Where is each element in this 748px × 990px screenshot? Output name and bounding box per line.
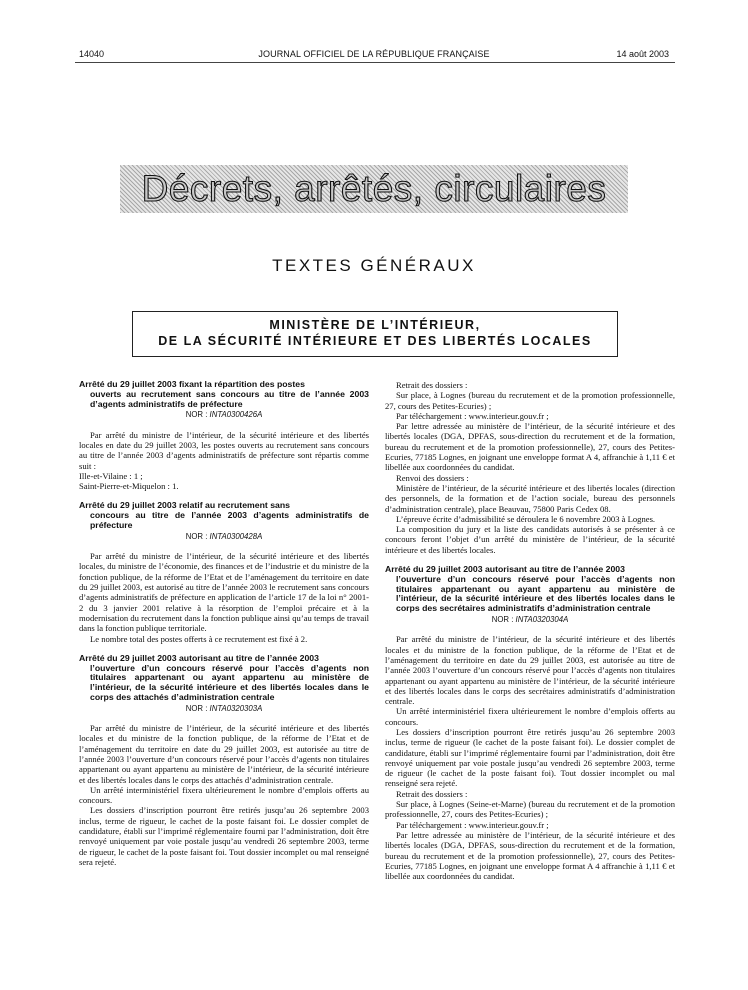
paragraph: Renvoi des dossiers : xyxy=(396,472,469,483)
left-column xyxy=(79,380,369,867)
paragraph: Retrait des dossiers : xyxy=(396,380,468,390)
paragraph: Retrait des dossiers : xyxy=(396,788,468,799)
header-rule xyxy=(75,62,675,63)
article-title-line: Arrêté du 29 juillet 2003 relatif au recrutement sans xyxy=(79,500,290,511)
nor-reference xyxy=(385,615,675,625)
paragraph: Par lettre adressée au ministère de l’intérieur, de la sécurité intérieure et des libertés locales (DGA, DPFAS, sous-direction du recrutement et de la formation, bureau du recrutement et de la promotion professionnelle), 27, cours des Petites-Ecuries, 77185 Lognes, en joignant une enveloppe format A 4 affranchie à 1,11 € et libellée aux coordonnées du candidat. xyxy=(385,829,675,882)
nor-label: NOR : xyxy=(491,615,516,625)
nor-label: NOR : xyxy=(185,410,210,420)
article-title xyxy=(79,654,369,703)
article-title-cont: concours au titre de l’année 2003 d’agents administratifs de préfecture xyxy=(90,510,369,531)
ministry-line-1: MINISTÈRE DE L’INTÉRIEUR, xyxy=(269,318,481,332)
ministry-box xyxy=(132,311,618,357)
page-number: 14040 xyxy=(79,49,105,59)
article-title-line: Arrêté du 29 juillet 2003 autorisant au titre de l’année 2003 xyxy=(79,652,319,663)
article-title xyxy=(79,380,369,409)
article-title-cont: ouverts au recrutement sans concours au titre de l’année 2003 d’agents administratifs de préfecture xyxy=(90,388,369,409)
paragraph: Sur place, à Lognes (Seine-et-Marne) (bureau du recrutement et de la promotion professionnelle, 27, cours des Petites-Ecuries) ; xyxy=(385,799,675,820)
paragraph: La composition du jury et la liste des candidats autorisés à se présenter à ce concours feront l’objet d’un arrêté du ministère de l’intérieur, de la sécurité intérieure et des libertés locales. xyxy=(385,524,675,555)
section-banner xyxy=(120,165,628,213)
paragraph: Un arrêté interministériel fixera ultérieurement le nombre d’emplois offerts au concours. xyxy=(79,784,369,806)
article-title-line: Arrêté du 29 juillet 2003 fixant la répartition des postes xyxy=(79,379,305,389)
issue-date: 14 août 2003 xyxy=(616,49,669,59)
paragraph: Un arrêté interministériel fixera ultérieurement le nombre d’emplois offerts au concours. xyxy=(385,706,675,727)
nor-code: INTA0320303A xyxy=(209,703,263,713)
section-title: TEXTES GÉNÉRAUX xyxy=(272,256,476,275)
paragraph: Les dossiers d’inscription pourront être retirés jusqu’au 26 septembre 2003 inclus, terme de rigueur (le cachet de la poste faisant foi). Le dossier complet de candidature, établi sur l’imprimé réglementaire fourni par l’administration, doit être renvoyé uniquement par voie postale jusqu’au vendredi 26 septembre 2003, terme de rigueur (le cachet de la poste faisant foi). Tout dossier incomplet ou mal renseigné sera rejeté. xyxy=(385,727,675,789)
nor-reference xyxy=(79,532,369,542)
banner-title: Décrets, arrêtés, circulaires xyxy=(141,168,607,209)
article-title-cont: l’ouverture d’un concours réservé pour l’accès d’agents non titulaires appartenant ou ayant appartenu au ministère de l’intérieur, de la sécurité intérieure et des libertés locales dans le corps des attachés d’administration centrale xyxy=(90,662,369,703)
list-item: Saint-Pierre-et-Miquelon : 1. xyxy=(79,481,179,492)
paragraph: Par lettre adressée au ministère de l’intérieur, de la sécurité intérieure et des libertés locales (DGA, DPFAS, sous-direction du recrutement et de la formation, bureau du recrutement et de la promotion professionnelle), 27, cours des Petites-Ecuries, 77185 Lognes, en joignant une enveloppe format A 4, affranchie à 1,11 € et libellée aux coordonnées du candidat. xyxy=(385,421,675,473)
right-column xyxy=(385,380,675,881)
nor-code: INTA0300426A xyxy=(209,410,263,420)
paragraph: Les dossiers d’inscription pourront être retirés jusqu’au 26 septembre 2003 inclus, terme de rigueur, le cachet de la poste faisant foi. Le dossier complet de candidature, établi sur l’imprimé réglementaire fourni par l’administration, doit être renvoyé uniquement par voie postale jusqu’au vendredi 26 septembre 2003, terme de rigueur, le cachet de la poste faisant foi. Tout dossier incomplet ou mal renseigné sera rejeté. xyxy=(79,805,369,867)
list-item: Ille-et-Vilaine : 1 ; xyxy=(79,470,143,481)
nor-code: INTA0320304A xyxy=(515,615,569,625)
paragraph: L’épreuve écrite d’admissibilité se déroulera le 6 novembre 2003 à Lognes. xyxy=(396,513,656,524)
article-title-line: Arrêté du 29 juillet 2003 autorisant au titre de l’année 2003 xyxy=(385,564,625,575)
paragraph: Par téléchargement : www.interieur.gouv.fr ; xyxy=(396,819,549,830)
paragraph: Par arrêté du ministre de l’intérieur, de la sécurité intérieure et des libertés locales et du ministre de la fonction publique, de la réforme de l’Etat et de l’aménagement du territoire en date du 29 juillet 2003, est autorisée au titre de l’année 2003 l’ouverture d’un concours réservé pour l’accès d’agents non titulaires appartenant ou ayant appartenu au ministère de l’intérieur, de la sécurité intérieure et des libertés locales dans le corps des secrétaires administratifs d’administration centrale. xyxy=(385,634,675,707)
paragraph: Par arrêté du ministre de l’intérieur, de la sécurité intérieure et des libertés locales et du ministre de la fonction publique, de la réforme de l’Etat et de l’aménagement du territoire en date du 29 juillet 2003, est autorisée au titre de l’année 2003 l’ouverture d’un concours réservé pour l’accès d’agents non titulaires appartenant ou ayant appartenu au ministère de l’intérieur, de la sécurité intérieure et des libertés locales dans le corps des attachés d’administration centrale. xyxy=(79,723,369,785)
nor-reference xyxy=(79,410,369,420)
paragraph: Par arrêté du ministre de l’intérieur, de la sécurité intérieure et des libertés locales en date du 29 juillet 2003, les postes ouverts au recrutement sans concours au titre de l’année 2003 d’agents administratifs de préfecture sont répartis comme suit : xyxy=(79,429,369,471)
article-title xyxy=(385,565,675,614)
paragraph: Par arrêté du ministre de l’intérieur, de la sécurité intérieure et des libertés locales, du ministre de l’économie, des finances et de l’industrie et du ministre de la fonction publique, de la réforme de l’Etat et de l’aménagement du territoire en date du 29 juillet 2003, est autorisé au titre de l’année 2003 le recrutement sans concours d’agents administratifs de préfecture en application de l’article 17 de la loi n° 2001-2 du 3 janvier 2001 relative à la résorption de l’emploi précaire et à la modernisation du recrutement dans la fonction publique ainsi qu’au temps de travail dans la fonction publique territoriale. xyxy=(79,551,369,634)
nor-label: NOR : xyxy=(185,703,210,713)
journal-title: JOURNAL OFFICIEL DE LA RÉPUBLIQUE FRANÇAISE xyxy=(258,49,490,59)
paragraph: Le nombre total des postes offerts à ce recrutement est fixé à 2. xyxy=(90,633,308,644)
article-title xyxy=(79,501,369,530)
nor-code: INTA0300428A xyxy=(209,531,263,541)
paragraph: Sur place, à Lognes (bureau du recrutement et de la promotion professionnelle, 27, cours des Petites-Ecuries) ; xyxy=(385,390,675,411)
article-title-cont: l’ouverture d’un concours réservé pour l’accès d’agents non titulaires appartenant ou ayant appartenu au ministère de l’intérieur, de la sécurité intérieure et des libertés locales dans le corps des secrétaires administratifs d’administration centrale xyxy=(396,573,675,614)
ministry-line-2: DE LA SÉCURITÉ INTÉRIEURE ET DES LIBERTÉS LOCALES xyxy=(158,334,592,348)
nor-label: NOR : xyxy=(185,531,210,541)
paragraph: Par téléchargement : www.interieur.gouv.fr ; xyxy=(396,410,549,421)
nor-reference xyxy=(79,704,369,714)
paragraph: Ministère de l’intérieur, de la sécurité intérieure et des libertés locales (direction des personnels, de la formation et de l’action sociale, bureau des personnels d’administration centrale), place Beauvau, 75800 Paris Cedex 08. xyxy=(385,482,675,514)
